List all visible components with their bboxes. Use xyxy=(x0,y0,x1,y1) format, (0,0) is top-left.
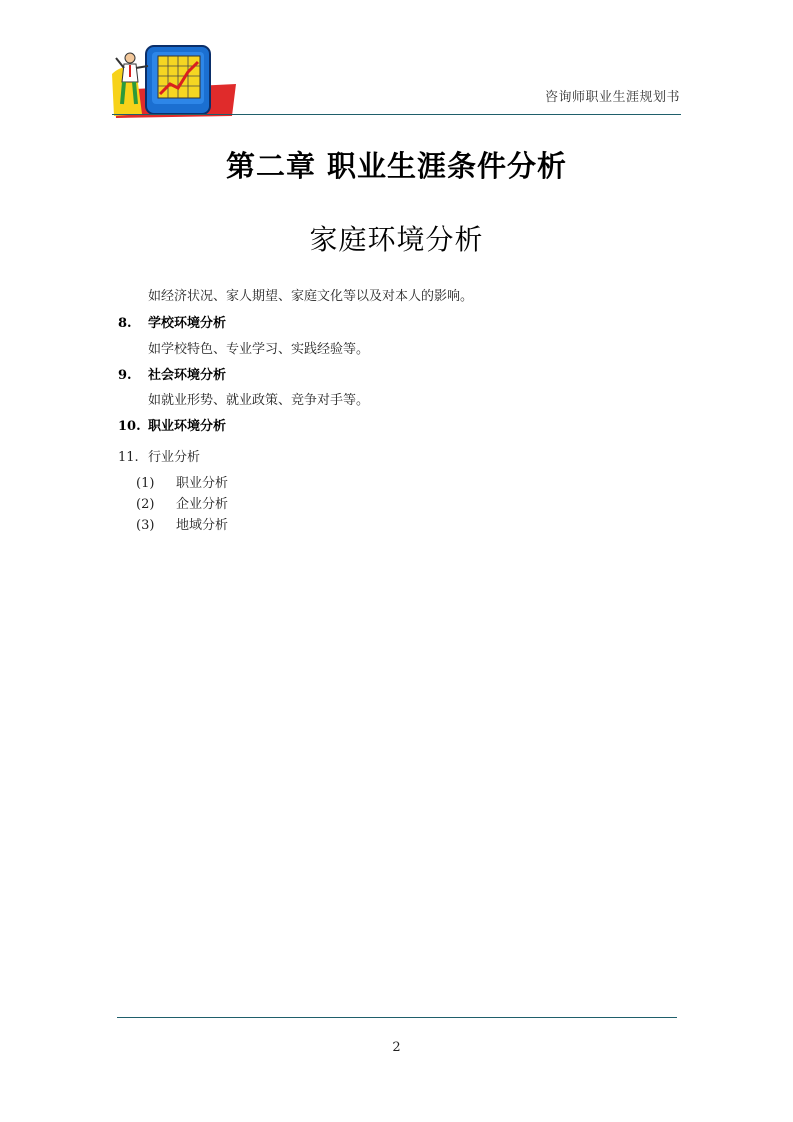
industry-heading xyxy=(118,446,200,465)
list-item-label: 地域分析 xyxy=(176,518,229,533)
list-item xyxy=(136,472,228,491)
section-number: 9. xyxy=(118,368,132,383)
section-heading xyxy=(118,364,226,383)
intro-paragraph: 如经济状况、家人期望、家庭文化等以及对本人的影响。 xyxy=(148,289,474,304)
list-item-label: 企业分析 xyxy=(176,497,229,512)
footer-divider xyxy=(117,1017,677,1018)
section-heading xyxy=(118,312,226,331)
list-item-number: (1) xyxy=(136,476,155,491)
industry-number: 11. xyxy=(118,450,139,465)
chapter-title: 第二章 职业生涯条件分析 xyxy=(225,149,568,183)
section-number: 10. xyxy=(118,419,141,434)
list-item-number: (3) xyxy=(136,518,155,533)
section-title: 家庭环境分析 xyxy=(309,223,484,256)
section-heading-label: 社会环境分析 xyxy=(148,368,227,383)
industry-heading-label: 行业分析 xyxy=(148,450,201,465)
list-item-label: 职业分析 xyxy=(176,476,229,491)
list-item-number: (2) xyxy=(136,497,155,512)
section-heading-label: 学校环境分析 xyxy=(148,316,227,331)
header-logo xyxy=(112,44,236,120)
header-title: 咨询师职业生涯规划书 xyxy=(544,90,680,105)
section-paragraph: 如就业形势、就业政策、竞争对手等。 xyxy=(148,393,370,408)
section-paragraph: 如学校特色、专业学习、实践经验等。 xyxy=(148,342,370,357)
page-number: 2 xyxy=(392,1040,401,1055)
list-item xyxy=(136,514,228,533)
header-divider xyxy=(112,114,681,115)
section-heading-label: 职业环境分析 xyxy=(148,419,227,434)
list-item xyxy=(136,493,228,512)
section-heading xyxy=(118,415,226,434)
section-number: 8. xyxy=(118,316,132,331)
